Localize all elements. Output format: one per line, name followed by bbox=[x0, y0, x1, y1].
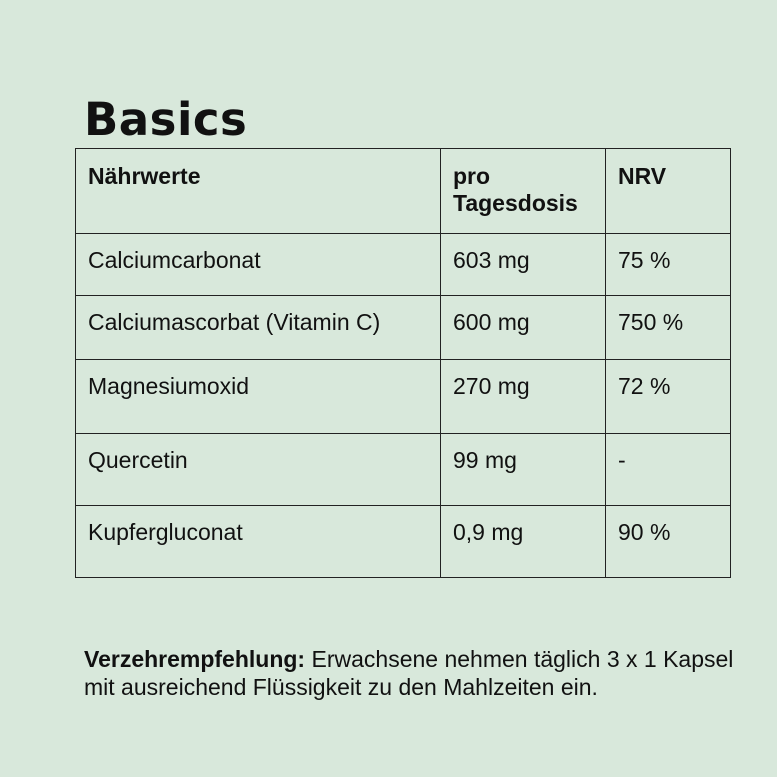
table-header-row bbox=[76, 149, 731, 234]
table-row bbox=[76, 234, 731, 296]
nutrient-name: Kupfergluconat bbox=[76, 506, 441, 578]
nutrient-amount: 603 mg bbox=[441, 234, 606, 296]
nutrient-nrv: 90 % bbox=[606, 506, 731, 578]
recommendation-label: Verzehrempfehlung: bbox=[84, 646, 306, 672]
column-header-nrv: NRV bbox=[606, 149, 731, 234]
column-header-daily-dose: pro Tagesdosis bbox=[441, 149, 606, 234]
table-row bbox=[76, 296, 731, 360]
column-header-nutrients: Nährwerte bbox=[76, 149, 441, 234]
nutrient-amount: 0,9 mg bbox=[441, 506, 606, 578]
table-row bbox=[76, 434, 731, 506]
nutrient-amount: 270 mg bbox=[441, 360, 606, 434]
nutrient-nrv: 75 % bbox=[606, 234, 731, 296]
nutrient-amount: 99 mg bbox=[441, 434, 606, 506]
nutrient-name: Calciumascorbat (Vitamin C) bbox=[76, 296, 441, 360]
nutrient-name: Magnesiumoxid bbox=[76, 360, 441, 434]
nutrient-amount: 600 mg bbox=[441, 296, 606, 360]
nutrient-nrv: - bbox=[606, 434, 731, 506]
nutrient-name: Calciumcarbonat bbox=[76, 234, 441, 296]
nutrient-name: Quercetin bbox=[76, 434, 441, 506]
nutrition-table bbox=[75, 148, 731, 578]
recommendation-text: Erwachsene nehmen täglich 3 x 1 Kapsel mit ausreichend Flüssigkeit zu den Mahlzeiten ein. bbox=[84, 646, 734, 700]
nutrient-nrv: 750 % bbox=[606, 296, 731, 360]
consumption-recommendation bbox=[84, 645, 734, 701]
table-row bbox=[76, 360, 731, 434]
page-title: Basics bbox=[84, 93, 248, 147]
nutrient-nrv: 72 % bbox=[606, 360, 731, 434]
table-row bbox=[76, 506, 731, 578]
